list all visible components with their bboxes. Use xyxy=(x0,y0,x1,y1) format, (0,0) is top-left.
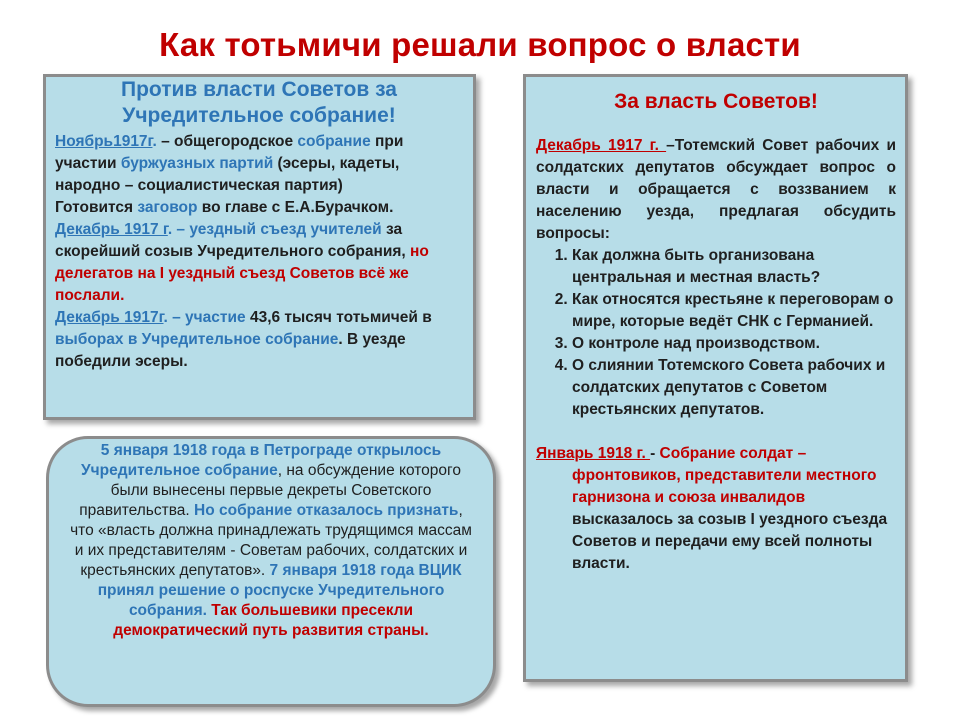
date-december-1917-soviet: Декабрь 1917 г. xyxy=(536,137,667,154)
date-december-1917: Декабрь 1917 г xyxy=(55,221,168,238)
bottom-conclusion: Так большевики пресекли демократический путь развития страны. xyxy=(113,602,429,639)
left-box-title-line2: Учредительное собрание! xyxy=(122,104,396,127)
constituent-assembly-opened: 5 января 1918 года в Петрограде открылось Учредительное собрание xyxy=(81,442,442,479)
questions-list xyxy=(536,245,896,421)
list-item: 4. О слиянии Тотемского Совета рабочих и солдатских депутатов с Советом крестьянских депутатов. xyxy=(572,355,896,421)
left-paragraph-december-teachers: Декабрь 1917 г. – уездный съезд учителей за скорейший созыв Учредительного собрания, но делегатов на I уездный съезд Советов всё же послали. xyxy=(55,221,429,304)
list-item: 3. О контроле над производством. xyxy=(572,333,896,355)
left-box-title xyxy=(55,77,463,129)
left-box-title-line1: Против власти Советов за xyxy=(121,78,397,101)
list-item: 1. Как должна быть организована центральная и местная власть? xyxy=(572,245,896,289)
date-january-1918: Январь 1918 г. xyxy=(536,445,651,462)
january-indented-text: фронтовиков, представители местного гарнизона и союза инвалидов высказалось за созыв I уездного съезда Советов и передачи ему всей полноты власти. xyxy=(572,467,888,572)
left-paragraph-november: Ноябрь1917г. – общегородское собрание при участии буржуазных партий (эсеры, кадеты, народно – социалистическая партия) xyxy=(55,133,404,194)
bottom-paragraph: 5 января 1918 года в Петрограде открылось Учредительное собрание, на обсуждение которого были вынесены первые декреты Советского правительства. Но собрание отказалось признать, что «власть должна принадлежать трудящимся массам и их представителям - Советам рабочих, солдатских и крестьянских депутатов». 7 января 1918 года ВЦИК принял решение о роспуске Учредительного собрания. Так большевики пресекли демократический путь развития страны. xyxy=(70,442,472,639)
bottom-rounded-box xyxy=(46,436,496,707)
left-paragraph-conspiracy: Готовится заговор во главе с Е.А.Бурачком. xyxy=(55,199,394,216)
slide-title: Как тотьмичи решали вопрос о власти xyxy=(159,26,801,63)
right-text-box xyxy=(523,74,908,682)
left-paragraph-december-elections: Декабрь 1917г. – участие 43,6 тысяч тотьмичей в выборах в Учредительное собрание. В уезде победили эсеры. xyxy=(55,309,432,370)
date-december-1917-elections: Декабрь 1917г xyxy=(55,309,164,326)
list-item: 2. Как относятся крестьяне к переговорам о мире, которые ведёт СНК с Германией. xyxy=(572,289,896,333)
right-paragraph-december: Декабрь 1917 г. –Тотемский Совет рабочих и солдатских депутатов обсуждает вопрос о власти и обращается с воззванием к населению уезда, предлагая обсудить вопросы: xyxy=(536,137,896,242)
right-box-title: За власть Советов! xyxy=(614,90,818,113)
left-text-box xyxy=(43,74,476,420)
vtsik-decision: 7 января 1918 года ВЦИК принял решение о роспуске Учредительного собрания. xyxy=(97,562,462,619)
date-november-1917: Ноябрь1917г xyxy=(55,133,153,150)
right-paragraph-january: Январь 1918 г. - Собрание солдат – фронтовиков, представители местного гарнизона и союза инвалидов высказалось за созыв I уездного съезда Советов и передачи ему всей полноты власти. xyxy=(536,443,896,575)
